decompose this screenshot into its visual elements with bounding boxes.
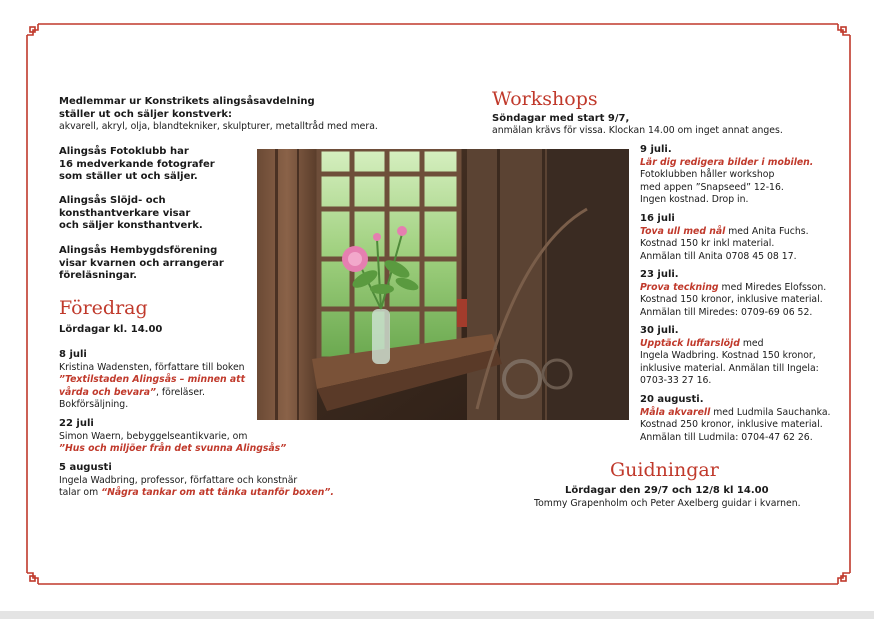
workshop-title: Lär dig redigera bilder i mobilen. xyxy=(640,156,814,168)
workshop-detail: Anmälan till Ludmila: 0704-47 62 26. xyxy=(640,431,813,443)
members-block xyxy=(59,96,378,134)
lecture-item xyxy=(59,418,286,456)
lecture-title: “Några tankar om att tänka utanför boxen”. xyxy=(101,487,334,498)
heritage-line: visar kvarnen och arrangerar xyxy=(59,257,224,269)
lecture-date: 5 augusti xyxy=(59,462,112,473)
workshop-date: 30 juli. xyxy=(640,325,679,336)
workshop-detail: 0703-33 27 16. xyxy=(640,375,712,386)
heritage-line: Alingsås Hembygdsförening xyxy=(59,245,218,256)
workshop-detail: Anmälan till Miredes: 0709-69 06 52. xyxy=(640,306,813,318)
guidningar-guides: Tommy Grapenholm och Peter Axelberg guidar i kvarnen. xyxy=(534,498,801,509)
lecture-title: ”Textilstaden Alingsås – minnen att xyxy=(59,374,246,385)
lecture-item xyxy=(59,462,334,500)
guidningar-schedule: Lördagar den 29/7 och 12/8 kl 14.00 xyxy=(565,485,769,496)
workshops-note: anmälan krävs för vissa. Klockan 14.00 om inget annat anges. xyxy=(492,125,783,136)
lecture-speaker: Simon Waern, bebyggelseantikvarie, om xyxy=(59,430,248,442)
workshop-host: med Ludmila Sauchanka. xyxy=(710,406,831,418)
workshop-detail: Kostnad 250 kronor, inklusive material. xyxy=(640,419,823,430)
workshop-detail: inklusive material. Anmälan till Ingela: xyxy=(640,362,819,374)
lecture-title: ”Hus och miljöer från det svunna Alingsås” xyxy=(59,443,287,454)
guidningar-title: Guidningar xyxy=(610,459,719,481)
photo-club-block xyxy=(59,146,215,184)
workshop-title: Upptäck luffarslöjd xyxy=(640,337,740,349)
workshop-date: 20 augusti. xyxy=(640,394,704,405)
foredrag-title: Föredrag xyxy=(59,297,148,319)
members-line3: akvarell, akryl, olja, blandtekniker, skulpturer, metalltråd med mera. xyxy=(59,121,378,132)
lecture-speaker: Ingela Wadbring, professor, författare och konstnär xyxy=(59,474,298,486)
photo-club-line: Alingsås Fotoklubb har xyxy=(59,146,189,157)
lecture-note: talar om xyxy=(59,487,102,498)
lecture-title: vårda och bevara” xyxy=(59,386,156,398)
craft-block xyxy=(59,195,203,233)
workshop-date: 16 juli xyxy=(640,213,675,224)
workshop-date: 23 juli. xyxy=(640,269,679,280)
workshop-item xyxy=(640,394,831,444)
lecture-speaker: Kristina Wadensten, författare till boken xyxy=(59,361,245,373)
members-line1: Medlemmar ur Konstrikets alingsåsavdelning xyxy=(59,96,315,107)
craft-line: konsthantverkare visar xyxy=(59,207,191,219)
workshop-item xyxy=(640,213,809,263)
workshop-date: 9 juli. xyxy=(640,144,672,155)
members-line2: ställer ut och säljer konstverk: xyxy=(59,108,233,120)
workshop-item xyxy=(640,325,819,388)
workshop-title: Prova teckning xyxy=(640,281,719,293)
workshop-item xyxy=(640,144,813,207)
foredrag-schedule: Lördagar kl. 14.00 xyxy=(59,324,163,335)
page-bottom-edge xyxy=(0,611,874,619)
workshop-host: med Anita Fuchs. xyxy=(725,225,809,237)
workshop-detail: med appen ”Snapseed” 12-16. xyxy=(640,181,784,193)
workshop-title: Tova ull med nål xyxy=(640,225,726,237)
photo-club-line: som ställer ut och säljer. xyxy=(59,171,198,182)
lecture-note: Bokförsäljning. xyxy=(59,399,129,410)
lecture-date: 8 juli xyxy=(59,349,87,360)
workshop-detail: Kostnad 150 kronor, inklusive material. xyxy=(640,294,823,305)
heritage-line: föreläsningar. xyxy=(59,270,137,281)
workshop-detail: Ingen kostnad. Drop in. xyxy=(640,194,749,205)
lecture-date: 22 juli xyxy=(59,418,94,429)
workshops-schedule: Söndagar med start 9/7, xyxy=(492,113,630,124)
workshop-detail: Anmälan till Anita 0708 45 08 17. xyxy=(640,250,797,262)
photo-club-line: 16 medverkande fotografer xyxy=(59,158,215,170)
workshops-title: Workshops xyxy=(492,88,598,110)
craft-line: och säljer konsthantverk. xyxy=(59,220,203,231)
window-flowers-photo xyxy=(257,149,629,420)
lecture-note: , föreläser. xyxy=(155,386,205,398)
workshop-detail: Fotoklubben håller workshop xyxy=(640,169,775,180)
workshop-host: med xyxy=(739,337,764,349)
workshop-detail: Ingela Wadbring. Kostnad 150 kronor, xyxy=(640,350,816,361)
workshop-item xyxy=(640,269,826,319)
heritage-block xyxy=(59,245,224,283)
workshop-title: Måla akvarell xyxy=(640,406,711,418)
craft-line: Alingsås Slöjd- och xyxy=(59,195,166,206)
lecture-item xyxy=(59,349,245,412)
workshop-detail: Kostnad 150 kr inkl material. xyxy=(640,238,775,249)
workshop-host: med Miredes Elofsson. xyxy=(718,281,827,293)
